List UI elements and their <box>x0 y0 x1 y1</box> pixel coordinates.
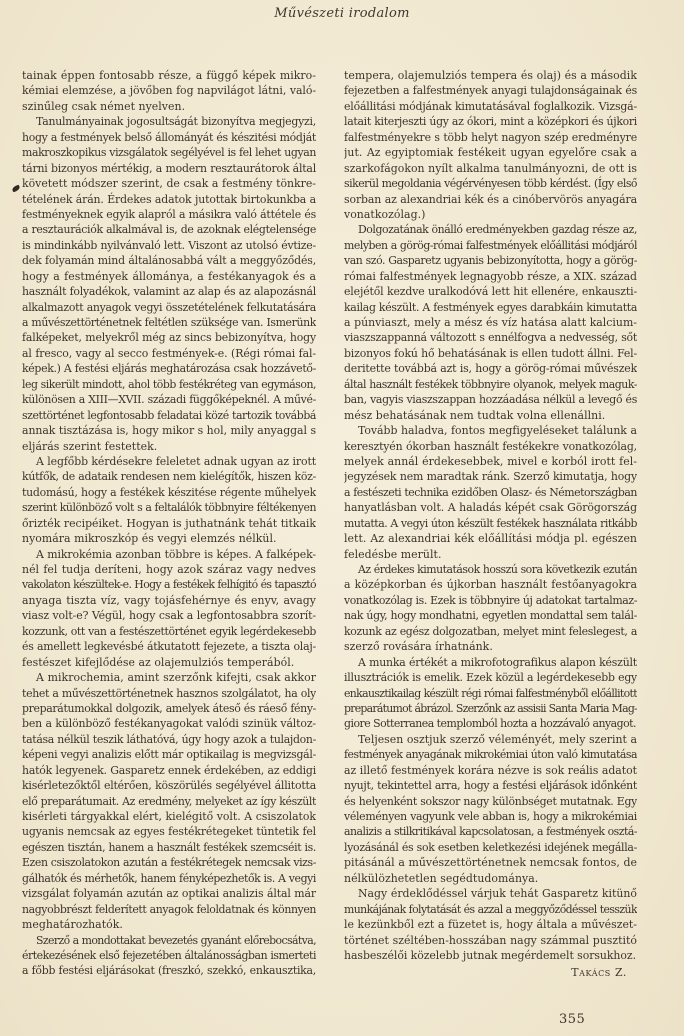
text-line: melyben a görög-római falfestmények előállitási módjáról <box>344 238 637 252</box>
text-line: van szó. Gasparetz ugyanis bebizonyította, hogy a görög- <box>344 254 637 268</box>
text-line: mész behatásának nem tudtak volna ellenállni. <box>344 408 606 422</box>
text-line: különösen a XIII—XVII. századi függőképeknél. A művé- <box>22 393 316 407</box>
text-line: Ezen csiszolatokon azután a festékrétegek nemcsak vizs- <box>22 856 316 870</box>
paragraph-first-line: A munka értékét a mikrofotografikus alapon készült <box>358 655 637 669</box>
text-line: a festészeti technika ezidőben Olasz- és Németországban <box>344 485 637 499</box>
text-line: nél fel tudja deríteni, hogy azok száraz vagy nedves <box>22 563 316 576</box>
text-line: egészen tisztán, hanem a használt festékek szemcséit is. <box>22 840 316 854</box>
text-line: az illető festmények korára nézve is sok reális adatot <box>344 763 637 777</box>
paragraph-first-line: Szerző a mondottakat bevezetés gyanánt előrebocsátva, <box>36 933 316 947</box>
text-line: festmények anyagának mikrokémiai úton való kimutatása <box>344 748 637 762</box>
text-line: tatása nélkül teszik láthatóvá, úgy hogy azok a tulajdon- <box>22 732 316 746</box>
text-line: képeni vegyi analizis előtt már optikailag is megvizsgál- <box>22 748 316 762</box>
text-line: mutatta. A vegyi úton készült festékek használata ritkább <box>344 516 637 530</box>
text-line: nyujt, tekintettel arra, hogy a festési eljárások időnként <box>344 779 637 793</box>
text-line: viasz volt-e? Végül, hogy csak a legfontosabbra szorít- <box>22 609 316 623</box>
text-line: annak tisztázása is, hogy mikor s hol, mily anyaggal s <box>22 424 316 438</box>
paragraph-first-line: Dolgozatának önálló eredményekben gazdag része az, <box>358 223 637 237</box>
text-line: bizonyos fokú hő behatásának is ellen tudott állni. Fel- <box>344 346 637 360</box>
text-line: tainak éppen fontosabb része, a függő képek mikro- <box>22 69 316 82</box>
text-line: tudomású, hogy a festékek készitése régente műhelyek <box>22 485 316 499</box>
text-line: feledésbe merült. <box>344 547 442 561</box>
author-signature: Takács Z. <box>571 966 627 980</box>
text-line: preparátumokkal dolgozik, amelyek áteső és ráeső fény- <box>22 701 316 715</box>
text-line: által használt festékek többnyire olyanok, melyek maguk- <box>344 377 637 391</box>
text-line: követett módszer szerint, de csak a festmény tönkre- <box>22 177 316 191</box>
text-line: a középkorban és újkorban használt festőanyagokra <box>344 578 637 592</box>
text-line: nak úgy, hogy mondhatni, egyetlen mondattal sem talál- <box>344 609 637 623</box>
text-line: eljárás szerint festettek. <box>22 439 158 453</box>
text-line: vizsgálat folyamán azután az optikai analizis által már <box>22 887 316 901</box>
page-number: 355 <box>559 1012 586 1027</box>
paragraph-first-line: Tanulmányainak jogosultságát bizonyítva megjegyzi, <box>36 115 316 129</box>
text-line: és helyenként sokszor nagy különbséget mutatnak. Egy <box>344 794 637 808</box>
text-line: ban, vagyis viaszszappan hozzáadása nélkül a levegő és <box>344 393 637 407</box>
text-line: értekezésének első fejezetében általánosságban ismerteti <box>22 948 316 962</box>
text-line: festményeknek egyik alapról a másikra való áttétele és <box>22 207 316 221</box>
text-line: lett. Az alexandriai kék előállítási módja pl. egészen <box>344 532 637 546</box>
text-line: vakolaton készültek-e. Hogy a festékek felhígitó és tapasztó <box>22 578 316 592</box>
text-line: a resztaurációk alkalmával is, de azoknak elégtelensége <box>22 223 316 237</box>
right-column <box>344 68 637 981</box>
text-line: nyomára mikroszkóp és vegyi elemzés nélkül. <box>22 532 277 546</box>
text-line: melyek annál érdekesebbek, mivel e korból irott fel- <box>344 454 637 468</box>
paragraph-first-line: Tovább haladva, fontos megfigyeléseket találunk a <box>358 424 637 438</box>
text-line: kisérleti tárgyakkal elért, kielégitő volt. A csiszolatok <box>22 810 316 823</box>
text-line: elejétől kezdve uralkodóvá lett hit ellenére, enkauszti- <box>344 285 637 299</box>
text-line: és amellett legkevésbé átkutatott fejezete, a tiszta olaj- <box>22 640 316 654</box>
text-line: hatók legyenek. Gasparetz ennek érdekében, az eddigi <box>22 763 316 777</box>
text-line: is mindinkább nyilvánvaló lett. Viszont az utolsó évtize- <box>22 238 316 252</box>
text-line: tempera, olajemulziós tempera és olaj) és a második <box>344 69 637 82</box>
text-line: pitásánál a művészettörténetnek nemcsak fontos, de <box>344 856 637 870</box>
text-line: kisérletezőktől eltérően, köszörülés segélyével állitotta <box>22 779 316 793</box>
paragraph-first-line: Teljesen osztjuk szerző véleményét, mely szerint a <box>358 732 637 746</box>
text-line: kozzunk, ott van a festészettörténet egyik legérdekesebb <box>22 624 316 638</box>
ink-blot-mark <box>11 185 20 193</box>
text-line: illusztrációk is emelik. Ezek közül a legérdekesebb egy <box>344 671 637 685</box>
text-line: vonatkozólag is. Ezek is többnyire új adatokat tartalmaz- <box>344 593 637 607</box>
text-line: lyozásánál és sok esetben keletkezési idejének megálla- <box>344 840 637 854</box>
text-line: analizis a stilkritikával kapcsolatosan, a festmények osztá- <box>344 825 637 839</box>
text-line: őrizték recipéiket. Hogyan is juthatnánk tehát titkaik <box>22 516 316 530</box>
paragraph-first-line: Az érdekes kimutatások hosszú sora következik ezután <box>358 563 637 576</box>
text-line: a púnviaszt, mely a mész és víz hatása alatt kalcium- <box>344 316 637 329</box>
text-line: gálhatók és mérhetők, hanem fényképezhetők is. A vegyi <box>22 871 316 885</box>
left-column <box>22 68 316 979</box>
text-line: szinűleg csak német nyelven. <box>22 99 186 113</box>
text-line: történet széltében-hosszában nagy számmal pusztitó <box>344 933 637 947</box>
text-line: ben a különböző festékanyagokat valódi szinük változ- <box>22 717 316 731</box>
text-line: jut. Az egyiptomiak festékeit ugyan egyelőre csak a <box>344 146 637 160</box>
text-line: anyaga tiszta víz, vagy tojásfehérnye és enyv, avagy <box>22 593 316 607</box>
text-line: keresztyén ókorban használt festékekre vonatkozólag, <box>344 439 637 453</box>
text-line: szerint különböző volt s a feltalálók többnyire féltékenyen <box>22 501 316 515</box>
paragraph-first-line: A legfőbb kérdésekre feleletet adnak ugyan az irott <box>36 454 316 468</box>
running-title: Művészeti irodalom <box>274 6 410 21</box>
text-line: a művészettörténetnek feltétlen szüksége van. Ismerünk <box>22 316 316 329</box>
text-line: szerző rovására írhatnánk. <box>344 640 493 654</box>
text-line: alkalmazott anyagok vegyi összetételének felkutatására <box>22 300 316 314</box>
paragraph-first-line: A mikrochemia, amint szerzőnk kifejti, csak akkor <box>36 671 316 685</box>
text-line: kozunk az egész dolgozatban, melyet mint feleslegest, a <box>344 624 637 638</box>
text-line: hasbeszélői közelebb jutnak megérdemelt sorsukhoz. <box>344 948 637 962</box>
text-line: hanyatlásban volt. A haladás képét csak Görögország <box>344 501 637 515</box>
text-line: deritette továbbá azt is, hogy a görög-római művészek <box>344 362 637 376</box>
text-line: jegyzések nem maradtak ránk. Szerző kimutatja, hogy <box>344 470 637 484</box>
text-line: nélkülözhetetlen segédtudománya. <box>344 871 539 885</box>
text-line: tehet a művészettörténetnek hasznos szolgálatot, ha oly <box>22 686 316 700</box>
text-line: leg sikerült mindott, ahol több festékréteg van egymáson, <box>22 377 316 391</box>
text-line: tételének árán. Érdekes adatok jutottak birtokunkba a <box>22 192 316 206</box>
right-column-text <box>344 68 637 963</box>
text-line: hogy a festmények belső állományát és készitési módját <box>22 130 316 144</box>
text-line: ugyanis nemcsak az egyes festékrétegeket tüntetik fel <box>22 825 316 839</box>
paragraph-first-line: A mikrokémia azonban többre is képes. A falképek- <box>36 547 316 561</box>
text-line: elő preparátumait. Az eredmény, melyeket az így készült <box>22 794 316 808</box>
text-line: a főbb festési eljárásokat (freszkó, szekkó, enkausztika, <box>22 964 316 978</box>
text-line: fejezetben a falfestmények anyagi tulajdonságainak és <box>344 84 637 98</box>
text-line: kútfők, de adataik rendesen nem kielégítők, hiszen köz- <box>22 470 316 484</box>
text-line: festészet kifejlődése az olajemulziós temperából. <box>22 655 295 669</box>
text-line: dek folyamán mind általánosabbá vált a meggyőződés, <box>22 254 316 268</box>
text-line: kémiai elemzése, a jövőben fog napvilágot látni, való- <box>22 84 316 98</box>
text-line: le kezünkből ezt a füzetet is, hogy általa a művészet- <box>344 918 637 932</box>
text-line: római falfestmények legnagyobb része, a XIX. század <box>344 269 637 283</box>
text-line: képek.) A festési eljárás meghatározása csak hozzávető- <box>22 362 316 376</box>
text-line: al fresco, vagy al secco festmények-e. (Régi római fal- <box>22 346 316 360</box>
text-line: meghatározhatók. <box>22 918 123 932</box>
text-line: kailag készült. A festmények egyes darabkáin kimutatta <box>344 300 637 314</box>
text-line: viaszszappanná változott s ennélfogva a nedvesség, sőt <box>344 331 637 345</box>
text-line: preparátumot ábrázol. Szerzőnk az assisii Santa Maria Mag- <box>344 701 637 715</box>
text-line: hogy a festmények állománya, a festékanyagok és a <box>22 269 316 283</box>
text-line: véleményen vagyunk vele abban is, hogy a mikrokémiai <box>344 810 637 823</box>
text-line: vonatkozólag.) <box>344 207 426 221</box>
text-line: tárni bizonyos mértékig, a modern resztaurátorok által <box>22 161 316 175</box>
text-line: giore Sotterranea templomból hozta a hozzávaló anyagot. <box>344 717 636 731</box>
text-line: falfestményekre s több helyt nagyon szép eredményre <box>344 130 637 144</box>
text-line: sikerül megoldania végérvényesen több kérdést. (Így első <box>344 177 637 191</box>
paragraph-first-line: Nagy érdeklődéssel várjuk tehát Gasparetz kitünő <box>358 887 637 901</box>
text-line: munkájának folytatását és azzal a meggyőződéssel tesszük <box>344 902 637 916</box>
text-line: szarkofágokon nyílt alkalma tanulmányozni, de ott is <box>344 161 637 175</box>
text-line: makroszkopikus vizsgálatok segélyével is fel lehet ugyan <box>22 146 316 160</box>
text-line: használt folyadékok, valamint az alap és az alapozásnál <box>22 285 316 299</box>
text-line: szettörténet legfontosabb feladatai közé tartozik továbbá <box>22 408 316 422</box>
text-line: falképeket, melyekről még az sincs bebizonyítva, hogy <box>22 331 316 345</box>
text-line: nagyobbrészt felderített anyagok feloldatnak és könnyen <box>22 902 316 916</box>
text-line: latait kiterjeszti úgy az ókori, mint a középkori és újkori <box>344 115 637 129</box>
text-line: enkausztikailag készült régi római falfestményből előállitott <box>344 686 637 700</box>
text-line: sorban az alexandriai kék és a cinóbervörös anyagára <box>344 192 637 206</box>
text-line: előállitási módjának kimutatásával foglalkozik. Vizsgá- <box>344 99 637 113</box>
